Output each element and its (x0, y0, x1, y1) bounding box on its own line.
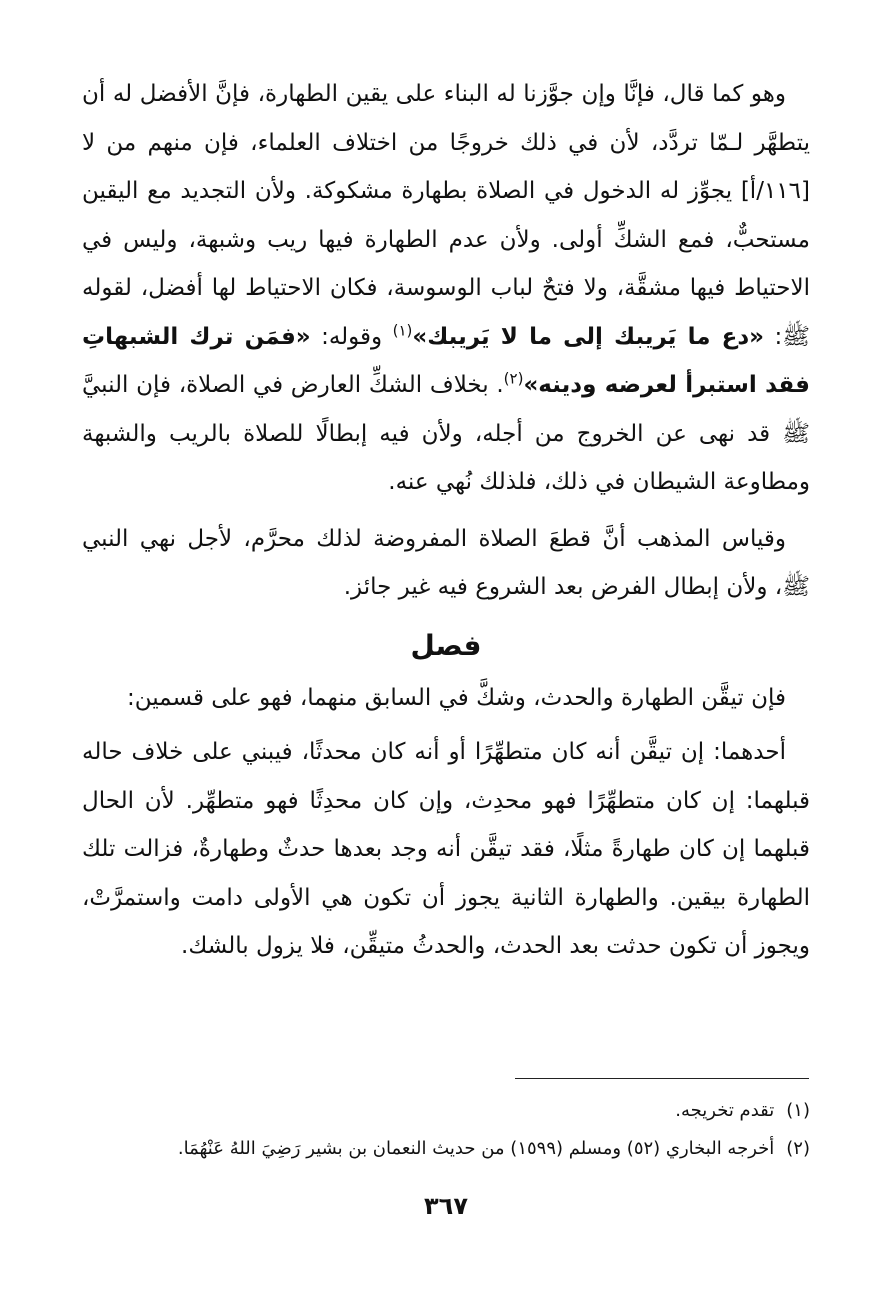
hadith-quote-2: «فمَن ترك الشبهاتِ فقد استبرأ لعرضه ودينه» (82, 323, 810, 398)
footnotes (82, 1092, 810, 1168)
footnote-ref-1[interactable]: (١) (392, 320, 413, 339)
footnote-2 (82, 1130, 810, 1168)
footnote-number: (١) (786, 1100, 810, 1121)
footnote-separator (515, 1078, 809, 1079)
footnote-number: (٢) (786, 1138, 810, 1159)
footnote-1 (82, 1092, 810, 1130)
section-heading: فصل (410, 628, 482, 662)
hadith-quote-1: «دع ما يَريبك إلى ما لا يَريبك» (412, 323, 764, 350)
page-number: ٣٦٧ (424, 1192, 468, 1220)
footnote-ref-2[interactable]: (٢) (503, 369, 524, 388)
main-text (82, 70, 810, 977)
paragraph-4: أحدهما: إن تيقَّن أنه كان متطهِّرًا أو أنه كان محدثًا، فيبني على خلاف حاله قبلهما: إن كان متطهِّرًا فهو محدِث، وإن كان محدِثًا فهو متطهِّر. لأن الحال قبلهما إن كان طهارةً مثلًا، فقد تيقَّن أنه وجد بعدها حدثٌ وطهارةٌ، فزالت تلك الطهارة بيقين. والطهارة الثانية يجوز أن تكون هي الأولى دامت واستمرَّتْ، ويجوز أن تكون حدثت بعد الحدث، والحدثُ متيقِّن، فلا يزول بالشك. (82, 739, 810, 959)
paragraph-2: وقياس المذهب أنَّ قطعَ الصلاة المفروضة لذلك محرَّم، لأجل نهي النبي ﷺ، ولأن إبطال الفرض بعد الشروع فيه غير جائز. (82, 525, 810, 600)
paragraph-1 (82, 70, 810, 507)
footnote-text: أخرجه البخاري (٥٢) ومسلم (١٥٩٩) من حديث النعمان بن بشير رَضِيَ اللهُ عَنْهُمَا. (177, 1138, 775, 1159)
paragraph-1-text-c: . بخلاف الشكِّ العارض في الصلاة، فإن النبيَّ ﷺ قد نهى عن الخروج من أجله، ولأن فيه إبطالًا للصلاة بالريب والشبهة ومطاوعة الشيطان في ذلك، فلذلك نُهي عنه. (82, 372, 810, 495)
footnote-text: تقدم تخريجه. (675, 1100, 775, 1121)
paragraph-3: فإن تيقَّن الطهارة والحدث، وشكَّ في السابق منهما، فهو على قسمين: (126, 684, 786, 711)
paragraph-1-text-a: وهو كما قال، فإنَّا وإن جوَّزنا له البناء على يقين الطهارة، فإنَّ الأفضل له أن يتطهَّر لـمّا تردَّد، لأن في ذلك خروجًا من اختلاف العلماء، فإن منهم من لا [١١٦/أ] يجوِّز له الدخول في الصلاة بطهارة مشكوكة. ولأن التجديد مع اليقين مستحبٌّ، فمع الشكِّ أولى. ولأن عدم الطهارة فيها ريب وشبهة، وليس في الاحتياط فيها مشقَّة، ولا فتحٌ لباب الوسوسة، فكان الاحتياط لها أفضل، لقوله ﷺ: (82, 81, 810, 350)
paragraph-1-text-b: وقوله: (310, 323, 393, 350)
